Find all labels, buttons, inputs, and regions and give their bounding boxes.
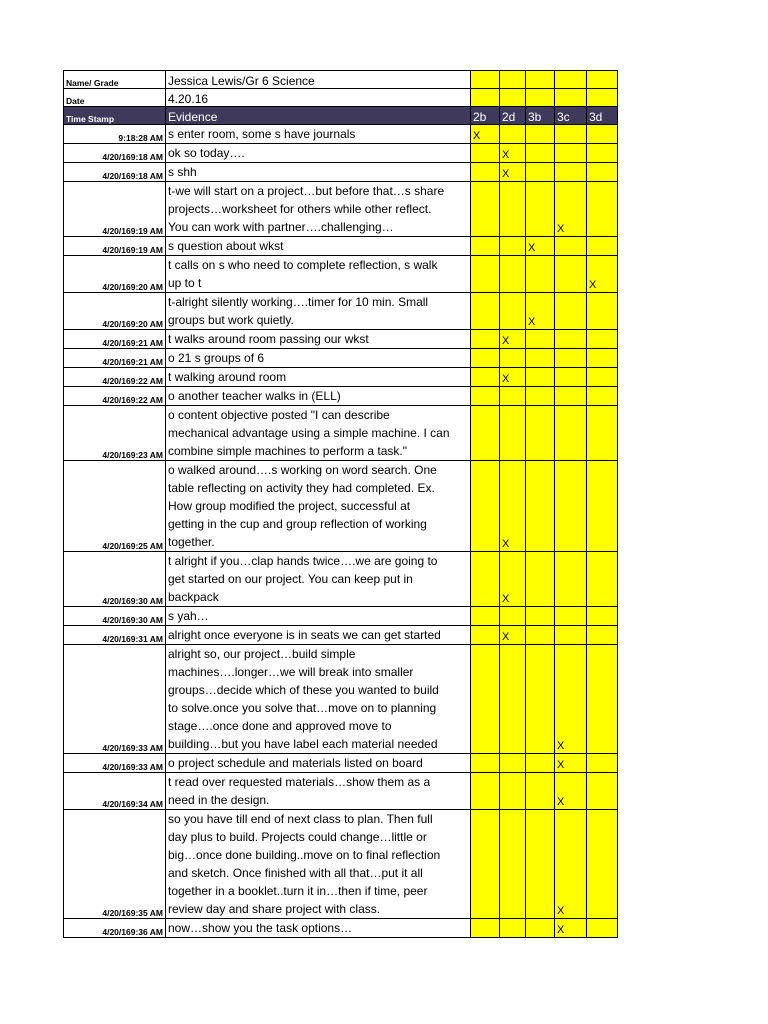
mark-cell-3d[interactable] [587, 330, 618, 349]
timestamp-cell[interactable]: 4/20/169:21 AM [64, 330, 166, 349]
table-row [64, 387, 618, 406]
evidence-cell[interactable]: t read over requested materials…show them as a need in the design. [166, 773, 471, 810]
timestamp-cell[interactable]: 4/20/169:18 AM [64, 144, 166, 163]
category-header-2b: 2b [471, 107, 500, 125]
mark-cell-3d[interactable] [587, 182, 618, 237]
evidence-cell[interactable]: s enter room, some s have journals [166, 125, 471, 144]
mark-cell-3b[interactable] [526, 773, 555, 810]
mark-cell-3b[interactable] [526, 919, 555, 938]
timestamp-cell[interactable]: 4/20/169:20 AM [64, 293, 166, 330]
table-row [64, 626, 618, 645]
mark-cell-3b[interactable] [526, 387, 555, 406]
mark-cell-3c[interactable]: X [555, 182, 587, 237]
mark-cell-2b[interactable] [471, 773, 500, 810]
mark-cell-2b[interactable] [471, 626, 500, 645]
mark-cell-2d[interactable] [500, 125, 526, 144]
timestamp-header: Time Stamp [64, 107, 166, 125]
evidence-cell[interactable]: s shh [166, 163, 471, 182]
mark-cell-2d[interactable] [500, 919, 526, 938]
evidence-cell[interactable]: t-alright silently working….timer for 10 min. Small groups but work quietly. [166, 293, 471, 330]
mark-cell-3d[interactable] [587, 237, 618, 256]
mark-cell-2d[interactable]: X [500, 368, 526, 387]
mark-cell-2b[interactable] [471, 237, 500, 256]
mark-cell-2d[interactable] [500, 406, 526, 461]
mark-cell-3d[interactable] [587, 645, 618, 754]
mark-cell-2d[interactable]: X [500, 163, 526, 182]
category-header-3c: 3c [555, 107, 587, 125]
timestamp-cell[interactable]: 4/20/169:35 AM [64, 810, 166, 919]
category-header-2d: 2d [500, 107, 526, 125]
mark-cell-3d[interactable] [587, 552, 618, 607]
mark-cell-2b[interactable] [471, 645, 500, 754]
mark-cell-2b[interactable] [471, 552, 500, 607]
table-row [64, 645, 618, 754]
mark-cell-3c[interactable] [555, 144, 587, 163]
timestamp-cell[interactable]: 4/20/169:30 AM [64, 607, 166, 626]
mark-cell-3d[interactable] [587, 626, 618, 645]
mark-cell-3b[interactable]: X [526, 237, 555, 256]
mark-cell-3d[interactable] [587, 406, 618, 461]
table-row [64, 182, 618, 237]
mark-cell-3c[interactable]: X [555, 754, 587, 773]
mark-cell-2d[interactable]: X [500, 330, 526, 349]
evidence-cell[interactable]: t walks around room passing our wkst [166, 330, 471, 349]
mark-cell-3b[interactable]: X [526, 293, 555, 330]
timestamp-cell[interactable]: 9:18:28 AM [64, 125, 166, 144]
mark-cell-2d[interactable] [500, 754, 526, 773]
name-grade-label: Name/ Grade [64, 71, 166, 89]
date-label: Date [64, 89, 166, 107]
timestamp-cell[interactable]: 4/20/169:21 AM [64, 349, 166, 368]
timestamp-cell[interactable]: 4/20/169:36 AM [64, 919, 166, 938]
mark-cell-2b[interactable] [471, 256, 500, 293]
mark-cell-2b[interactable] [471, 330, 500, 349]
table-row [64, 607, 618, 626]
mark-cell-2b[interactable] [471, 810, 500, 919]
mark-cell-3c[interactable] [555, 293, 587, 330]
mark-cell-3b[interactable] [526, 552, 555, 607]
mark-cell-2d[interactable] [500, 293, 526, 330]
evidence-cell[interactable]: so you have till end of next class to plan. Then full day plus to build. Projects could change…little or big…once done building..move on to final reflection and sketch. Once finished with all that…put it all together in a booklet..turn it in…then if time, peer review day and share project with class. [166, 810, 471, 919]
mark-cell-2d[interactable] [500, 387, 526, 406]
mark-cell-2d[interactable] [500, 645, 526, 754]
timestamp-cell[interactable]: 4/20/169:33 AM [64, 754, 166, 773]
mark-cell-3c[interactable] [555, 349, 587, 368]
mark-cell-3c[interactable] [555, 368, 587, 387]
mark-cell-3d[interactable] [587, 919, 618, 938]
evidence-cell[interactable]: t calls on s who need to complete reflection, s walk up to t [166, 256, 471, 293]
evidence-cell[interactable]: ok so today…. [166, 144, 471, 163]
table-row [64, 293, 618, 330]
date-row [64, 89, 618, 107]
mark-cell-2b[interactable] [471, 163, 500, 182]
name-grade-row [64, 71, 618, 89]
mark-cell-2d[interactable] [500, 237, 526, 256]
mark-cell-3c[interactable] [555, 256, 587, 293]
table-row [64, 810, 618, 919]
mark-cell-3b[interactable] [526, 368, 555, 387]
table-row [64, 773, 618, 810]
mark-cell-2b[interactable] [471, 293, 500, 330]
mark-cell-3b[interactable] [526, 626, 555, 645]
evidence-cell[interactable]: alright so, our project…build simple machines….longer…we will break into smaller groups…decide which of these you wanted to build to solve.once you solve that…move on to planning stage….once done and approved move to building…but you have label each material needed [166, 645, 471, 754]
mark-cell-3c[interactable] [555, 461, 587, 552]
mark-cell-2d[interactable] [500, 182, 526, 237]
mark-cell-3b[interactable] [526, 144, 555, 163]
table-row [64, 144, 618, 163]
mark-cell-3d[interactable] [587, 368, 618, 387]
mark-cell-2b[interactable] [471, 754, 500, 773]
mark-cell-3d[interactable] [587, 125, 618, 144]
mark-cell-3c[interactable] [555, 125, 587, 144]
table-row [64, 754, 618, 773]
mark-cell-3b[interactable] [526, 754, 555, 773]
timestamp-cell[interactable]: 4/20/169:25 AM [64, 461, 166, 552]
mark-cell-2b[interactable] [471, 607, 500, 626]
mark-cell-3b[interactable] [526, 810, 555, 919]
category-header-3d: 3d [587, 107, 618, 125]
mark-cell-3d[interactable] [587, 461, 618, 552]
mark-cell-3b[interactable] [526, 163, 555, 182]
name-grade-value[interactable]: Jessica Lewis/Gr 6 Science [166, 71, 471, 89]
mark-cell-2b[interactable] [471, 919, 500, 938]
table-row [64, 256, 618, 293]
table-row [64, 461, 618, 552]
mark-cell-2d[interactable]: X [500, 552, 526, 607]
mark-cell-3c[interactable]: X [555, 919, 587, 938]
mark-cell-2d[interactable] [500, 773, 526, 810]
mark-cell-3b[interactable] [526, 645, 555, 754]
table-row [64, 919, 618, 938]
mark-cell-3b[interactable] [526, 461, 555, 552]
mark-cell-3c[interactable] [555, 163, 587, 182]
mark-cell-3b[interactable] [526, 349, 555, 368]
mark-cell-3c[interactable]: X [555, 773, 587, 810]
mark-cell-3c[interactable]: X [555, 810, 587, 919]
timestamp-cell[interactable]: 4/20/169:19 AM [64, 182, 166, 237]
timestamp-cell[interactable]: 4/20/169:18 AM [64, 163, 166, 182]
mark-cell-2b[interactable] [471, 349, 500, 368]
table-row [64, 406, 618, 461]
timestamp-cell[interactable]: 4/20/169:34 AM [64, 773, 166, 810]
mark-cell-3b[interactable] [526, 182, 555, 237]
evidence-cell[interactable]: o content objective posted "I can describe mechanical advantage using a simple machine. I can combine simple machines to perform a task." [166, 406, 471, 461]
mark-cell-3d[interactable] [587, 387, 618, 406]
mark-cell-3d[interactable] [587, 810, 618, 919]
mark-cell-3d[interactable] [587, 607, 618, 626]
mark-cell-3d[interactable]: X [587, 256, 618, 293]
mark-cell-3b[interactable] [526, 406, 555, 461]
evidence-cell[interactable]: s yah… [166, 607, 471, 626]
mark-cell-3d[interactable] [587, 163, 618, 182]
mark-cell-3c[interactable] [555, 607, 587, 626]
date-value[interactable]: 4.20.16 [166, 89, 471, 107]
timestamp-cell[interactable]: 4/20/169:22 AM [64, 368, 166, 387]
mark-cell-3d[interactable] [587, 293, 618, 330]
table-row [64, 368, 618, 387]
mark-cell-2d[interactable]: X [500, 461, 526, 552]
evidence-cell[interactable]: t alright if you…clap hands twice….we are going to get started on our project. You can keep put in backpack [166, 552, 471, 607]
evidence-cell[interactable]: t walking around room [166, 368, 471, 387]
mark-cell-3c[interactable] [555, 237, 587, 256]
mark-cell-3b[interactable] [526, 330, 555, 349]
timestamp-cell[interactable]: 4/20/169:23 AM [64, 406, 166, 461]
mark-cell-3b[interactable] [526, 125, 555, 144]
timestamp-cell[interactable]: 4/20/169:20 AM [64, 256, 166, 293]
mark-cell-2d[interactable] [500, 256, 526, 293]
evidence-cell[interactable]: t-we will start on a project…but before that…s share projects…worksheet for others while other reflect. You can work with partner….challenging… [166, 182, 471, 237]
evidence-cell[interactable]: s question about wkst [166, 237, 471, 256]
mark-cell-2b[interactable] [471, 182, 500, 237]
evidence-cell[interactable]: o project schedule and materials listed on board [166, 754, 471, 773]
mark-cell-3c[interactable] [555, 626, 587, 645]
table-row [64, 237, 618, 256]
mark-cell-3c[interactable] [555, 330, 587, 349]
mark-cell-3b[interactable] [526, 256, 555, 293]
header-row [64, 107, 618, 125]
mark-cell-3d[interactable] [587, 773, 618, 810]
table-row [64, 349, 618, 368]
mark-cell-2d[interactable] [500, 810, 526, 919]
observation-table [63, 70, 618, 938]
mark-cell-2b[interactable] [471, 387, 500, 406]
mark-cell-2d[interactable]: X [500, 144, 526, 163]
table-row [64, 552, 618, 607]
evidence-cell[interactable]: o 21 s groups of 6 [166, 349, 471, 368]
category-header-3b: 3b [526, 107, 555, 125]
mark-cell-2b[interactable] [471, 406, 500, 461]
evidence-header: Evidence [166, 107, 471, 125]
mark-cell-3c[interactable] [555, 552, 587, 607]
mark-cell-2b[interactable] [471, 368, 500, 387]
mark-cell-3b[interactable] [526, 607, 555, 626]
mark-cell-3d[interactable] [587, 144, 618, 163]
timestamp-cell[interactable]: 4/20/169:30 AM [64, 552, 166, 607]
timestamp-cell[interactable]: 4/20/169:33 AM [64, 645, 166, 754]
mark-cell-2b[interactable]: X [471, 125, 500, 144]
mark-cell-2d[interactable] [500, 607, 526, 626]
mark-cell-2b[interactable] [471, 144, 500, 163]
mark-cell-2d[interactable] [500, 349, 526, 368]
timestamp-cell[interactable]: 4/20/169:31 AM [64, 626, 166, 645]
table-row [64, 163, 618, 182]
evidence-cell[interactable]: now…show you the task options… [166, 919, 471, 938]
evidence-cell[interactable]: alright once everyone is in seats we can get started [166, 626, 471, 645]
mark-cell-3d[interactable] [587, 349, 618, 368]
evidence-cell[interactable]: o another teacher walks in (ELL) [166, 387, 471, 406]
timestamp-cell[interactable]: 4/20/169:19 AM [64, 237, 166, 256]
mark-cell-2b[interactable] [471, 461, 500, 552]
mark-cell-3c[interactable] [555, 387, 587, 406]
mark-cell-3c[interactable]: X [555, 645, 587, 754]
table-row [64, 125, 618, 144]
mark-cell-2d[interactable]: X [500, 626, 526, 645]
table-row [64, 330, 618, 349]
mark-cell-3d[interactable] [587, 754, 618, 773]
evidence-cell[interactable]: o walked around….s working on word search. One table reflecting on activity they had completed. Ex. How group modified the project, successful at getting in the cup and group reflection of working together. [166, 461, 471, 552]
timestamp-cell[interactable]: 4/20/169:22 AM [64, 387, 166, 406]
mark-cell-3c[interactable] [555, 406, 587, 461]
